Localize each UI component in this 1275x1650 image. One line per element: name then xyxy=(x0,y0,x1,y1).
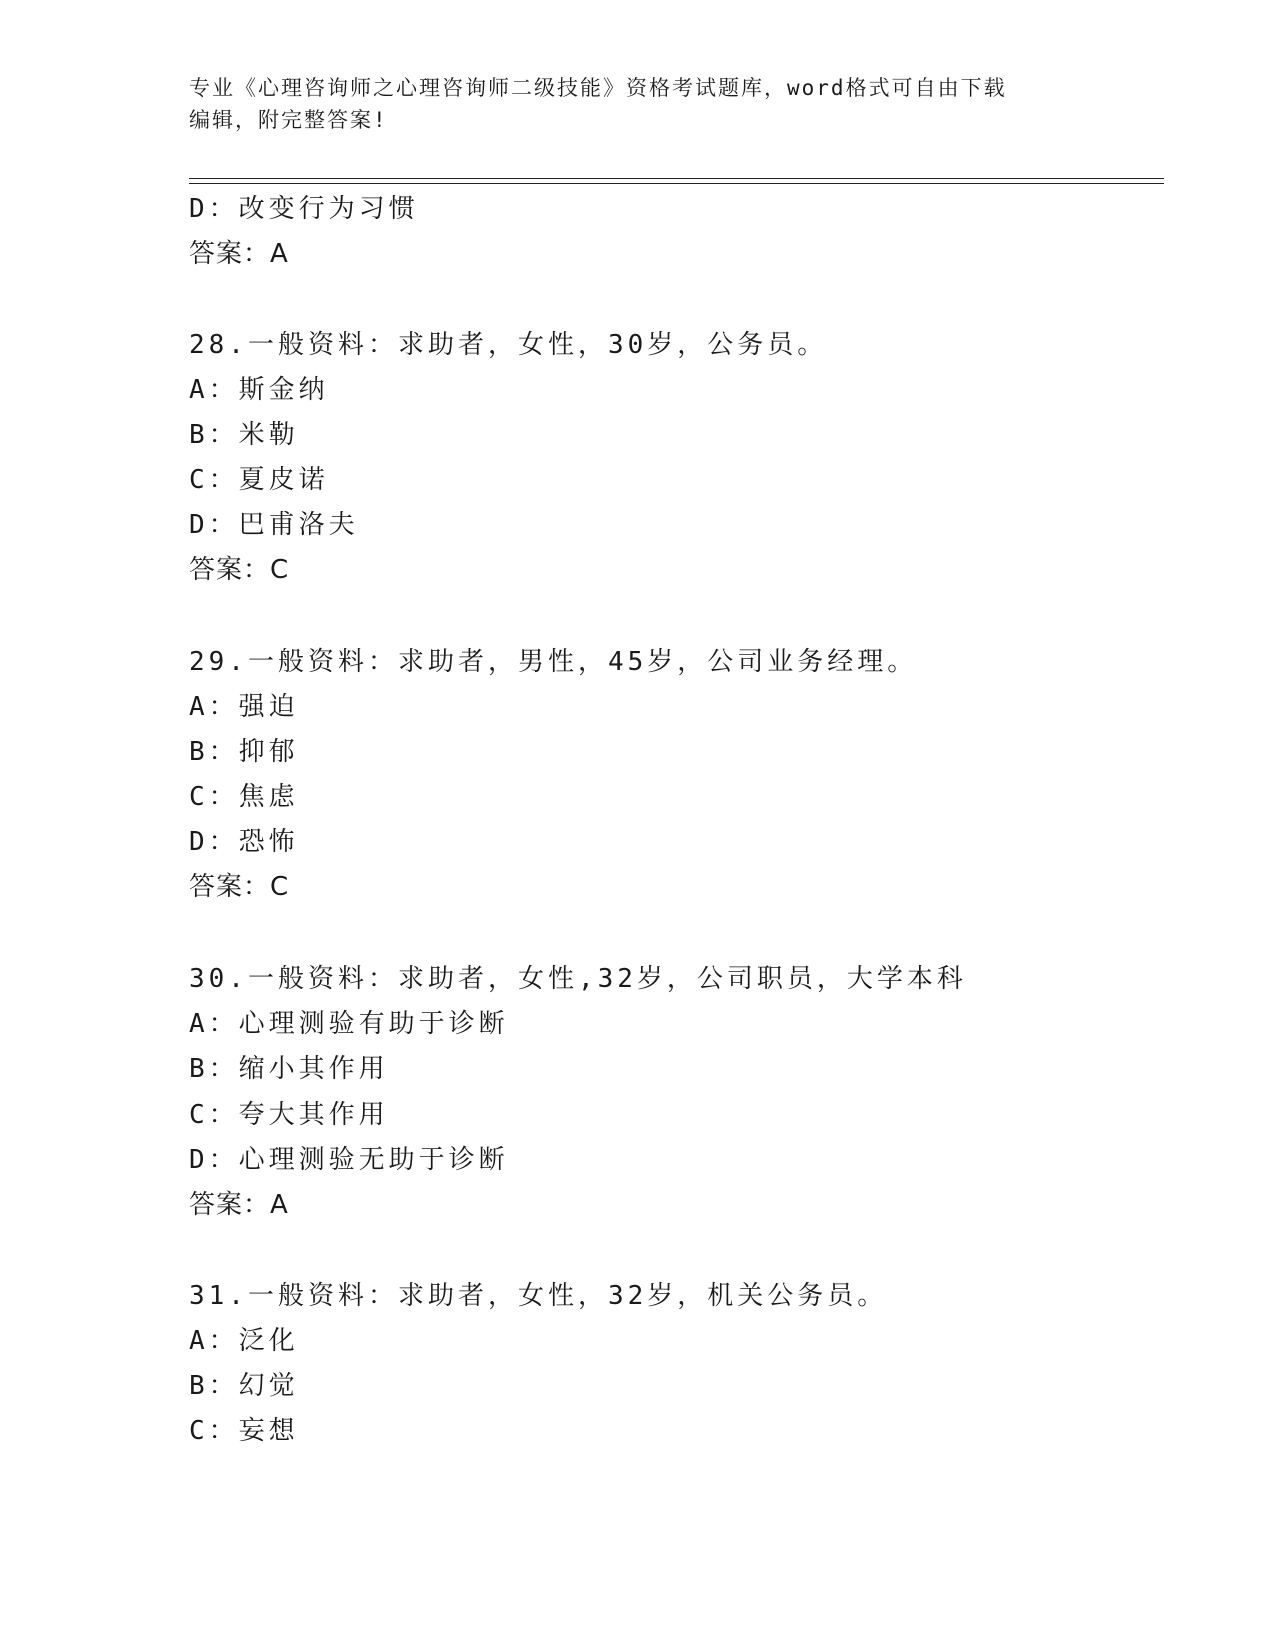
document-header xyxy=(189,72,1089,136)
option-d-30: D：心理测验无助于诊断 xyxy=(189,1145,509,1175)
option-c-29: C：焦虑 xyxy=(189,782,299,812)
question-31: 31.一般资料：求助者，女性，32岁，机关公务员。 xyxy=(189,1281,888,1311)
option-a-30: A：心理测验有助于诊断 xyxy=(189,1009,509,1039)
question-28: 28.一般资料：求助者，女性，30岁，公务员。 xyxy=(189,330,828,360)
answer-27: 答案：A xyxy=(189,239,289,269)
header-divider-top xyxy=(189,178,1164,179)
option-d-27: D：改变行为习惯 xyxy=(189,194,419,224)
option-b-30: B：缩小其作用 xyxy=(189,1054,389,1084)
option-b-31: B：幻觉 xyxy=(189,1371,299,1401)
option-b-29: B：抑郁 xyxy=(189,737,299,767)
option-a-28: A：斯金纳 xyxy=(189,375,329,405)
header-line-1: 专业《心理咨询师之心理咨询师二级技能》资格考试题库，word格式可自由下载 xyxy=(189,76,1007,100)
header-line-2: 编辑，附完整答案! xyxy=(189,108,388,132)
option-c-31: C：妄想 xyxy=(189,1416,299,1446)
answer-30: 答案：A xyxy=(189,1190,289,1220)
header-divider-bottom xyxy=(189,183,1164,184)
option-c-28: C：夏皮诺 xyxy=(189,465,329,495)
option-d-28: D：巴甫洛夫 xyxy=(189,510,359,540)
option-a-29: A：强迫 xyxy=(189,692,299,722)
option-a-31: A：泛化 xyxy=(189,1326,299,1356)
question-30: 30.一般资料：求助者，女性,32岁，公司职员，大学本科 xyxy=(189,964,967,994)
answer-28: 答案：C xyxy=(189,555,290,585)
option-d-29: D：恐怖 xyxy=(189,827,299,857)
option-c-30: C：夸大其作用 xyxy=(189,1100,389,1130)
answer-29: 答案：C xyxy=(189,872,290,902)
option-b-28: B：米勒 xyxy=(189,420,299,450)
question-29: 29.一般资料：求助者，男性，45岁，公司业务经理。 xyxy=(189,647,918,677)
